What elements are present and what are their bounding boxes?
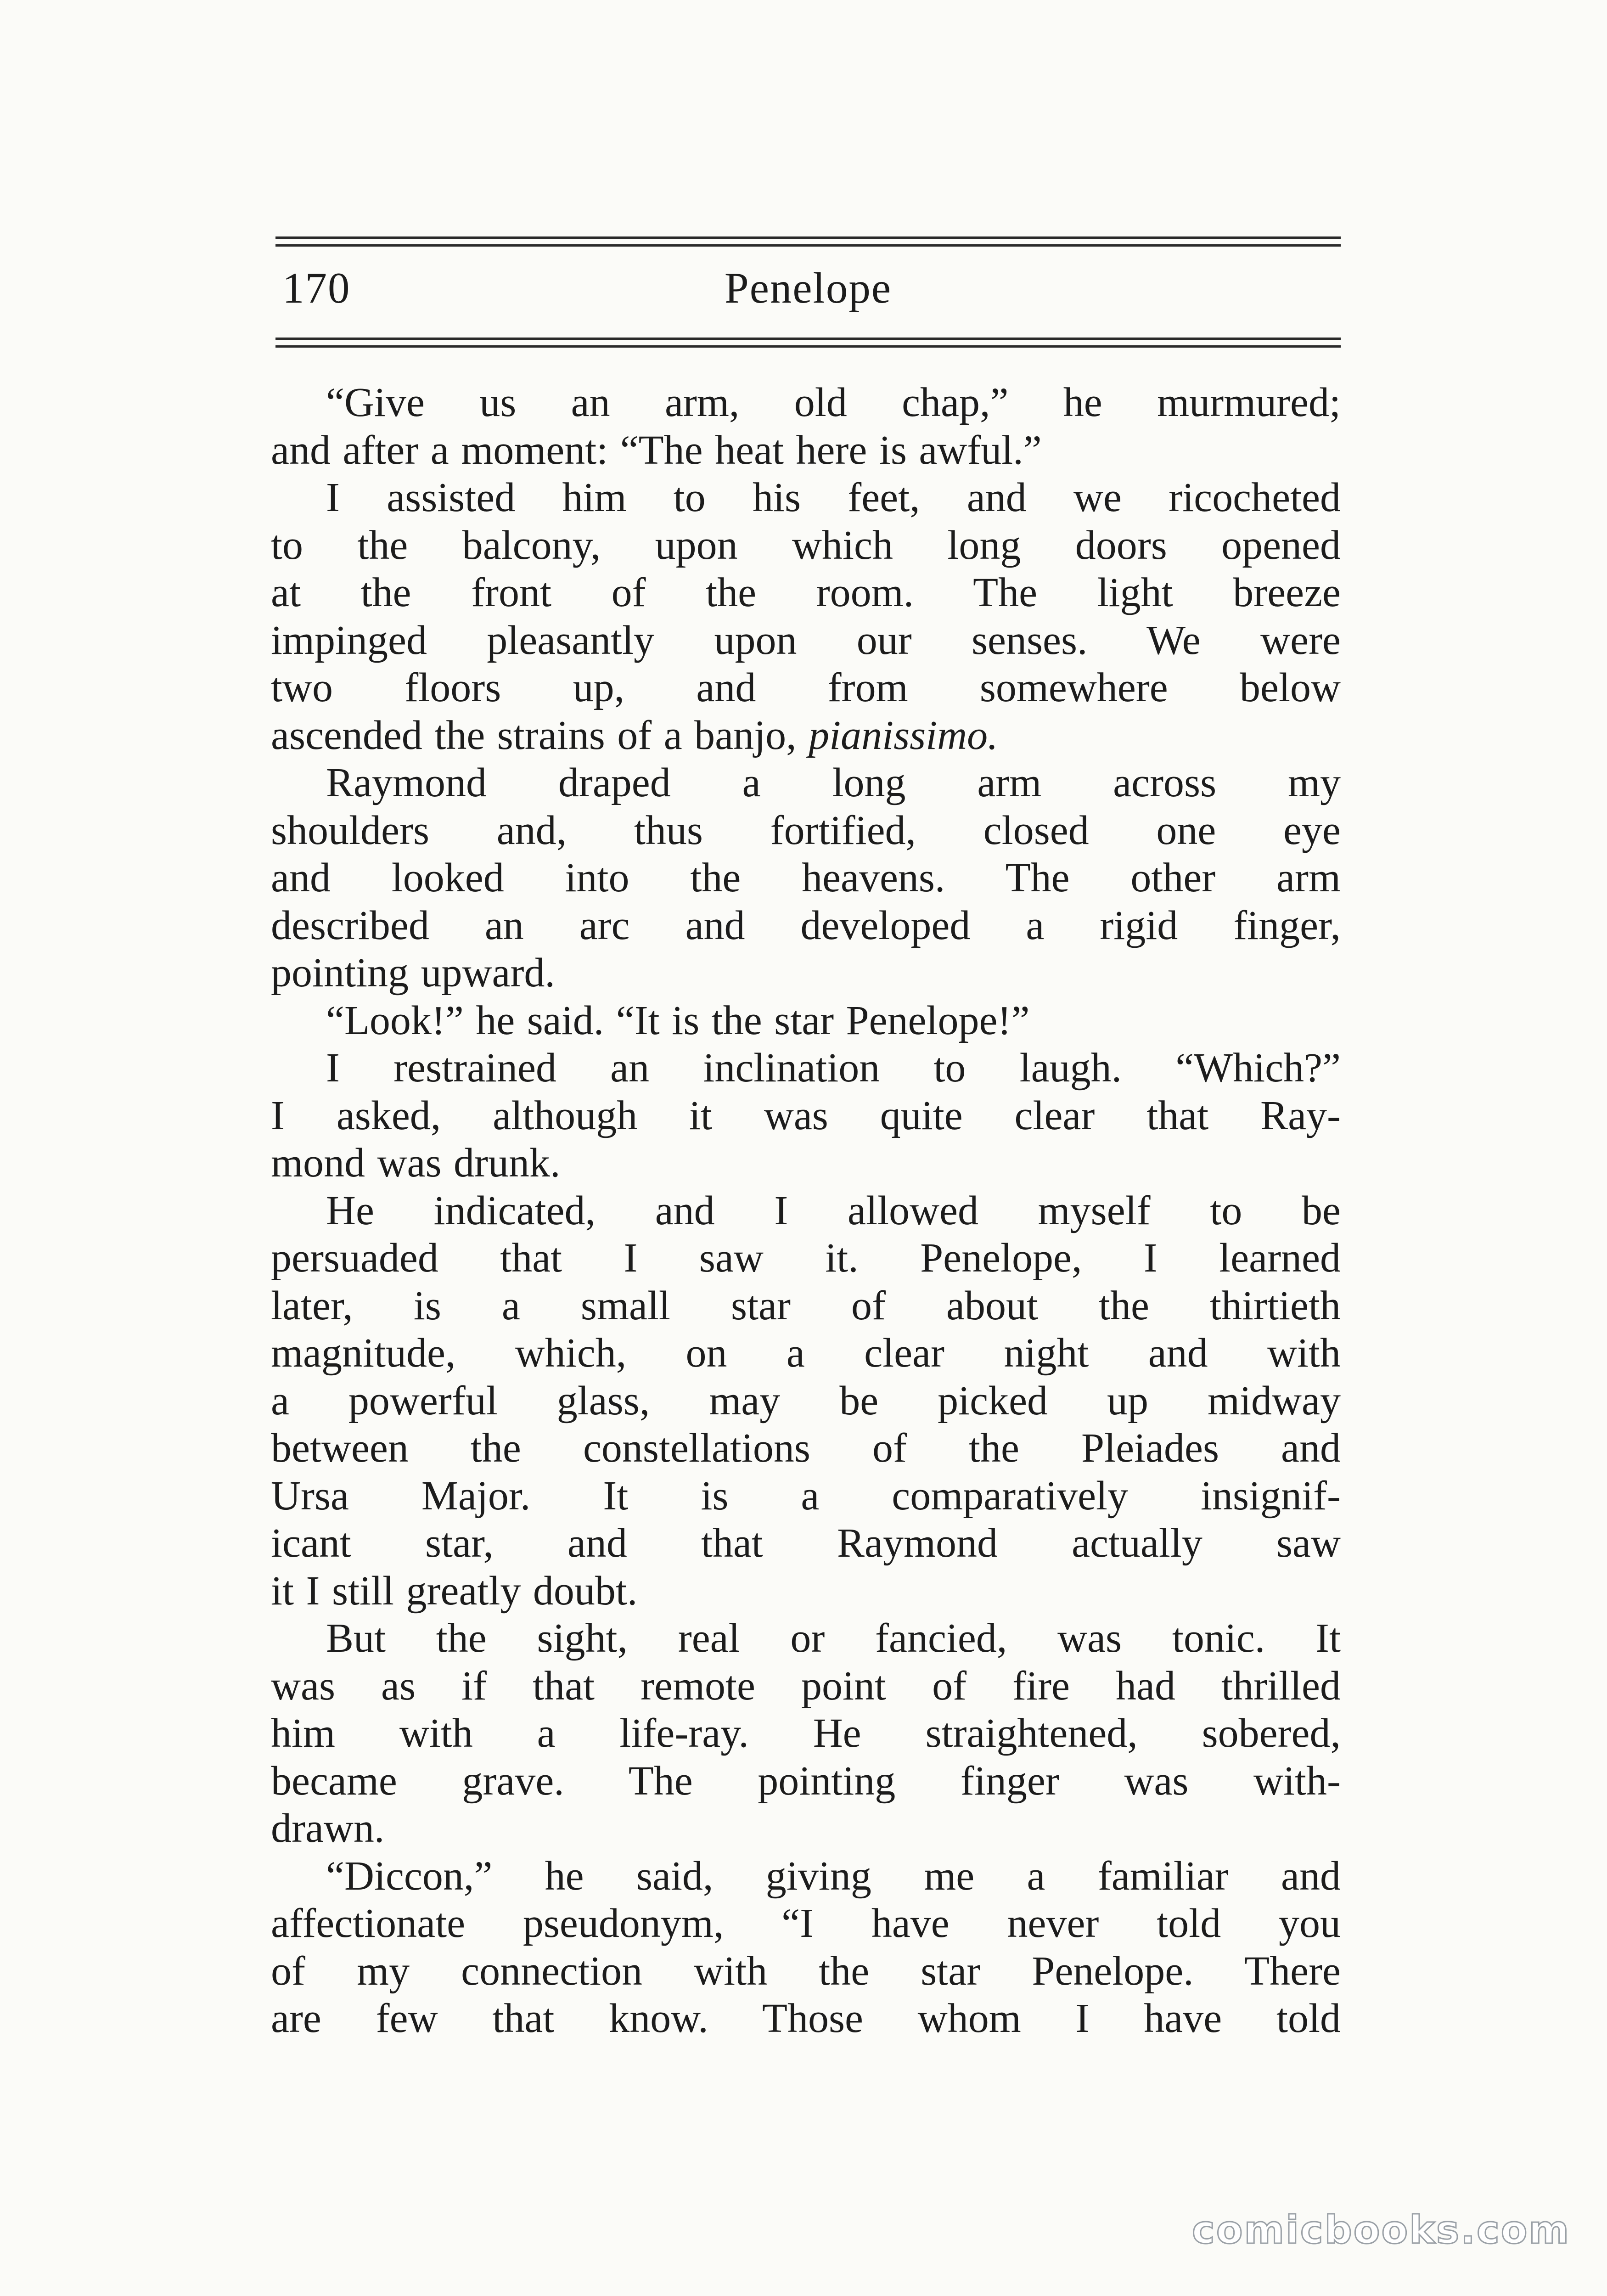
body-text — [271, 379, 1341, 2043]
text-line — [271, 522, 1341, 569]
text-line-content: to the balcony, upon which long doors opened — [271, 522, 1341, 568]
text-line-content: “Look!” he said. “It is the star Penelope!” — [326, 997, 1030, 1043]
text-line — [271, 1567, 1341, 1615]
text-line — [271, 1424, 1341, 1472]
text-line-content: mond was drunk. — [271, 1140, 561, 1186]
text-line — [271, 1757, 1341, 1805]
text-line — [271, 902, 1341, 950]
text-line-content: magnitude, which, on a clear night and with — [271, 1330, 1341, 1376]
text-line — [271, 1852, 1341, 1900]
text-line — [271, 1805, 1341, 1852]
header-rule-top-2 — [275, 244, 1341, 247]
text-line — [271, 1615, 1341, 1662]
page-number: 170 — [282, 264, 351, 312]
header-rule-top-1 — [275, 236, 1341, 239]
text-line-content: of my connection with the star Penelope. There — [271, 1948, 1341, 1994]
text-line — [271, 664, 1341, 712]
text-line-content: two floors up, and from somewhere below — [271, 665, 1341, 710]
text-line — [271, 1092, 1341, 1140]
italic-word: pianissimo. — [809, 712, 998, 758]
text-line-content: I assisted him to his feet, and we ricocheted — [326, 475, 1341, 520]
text-line-content: described an arc and developed a rigid finger, — [271, 902, 1341, 948]
text-line — [271, 569, 1341, 617]
text-line-content: it I still greatly doubt. — [271, 1568, 638, 1614]
text-line — [271, 997, 1341, 1045]
header-rule-bottom-1 — [275, 338, 1341, 340]
text-line-content: between the constellations of the Pleiades and — [271, 1425, 1341, 1471]
text-line-content: But the sight, real or fancied, was tonic. It — [326, 1615, 1341, 1661]
text-line-content: at the front of the room. The light breeze — [271, 570, 1341, 615]
text-line-content: I asked, although it was quite clear that Ray- — [271, 1092, 1341, 1138]
text-line — [271, 1139, 1341, 1187]
text-line — [271, 1900, 1341, 1947]
text-line — [271, 379, 1341, 427]
text-line-content: a powerful glass, may be picked up midway — [271, 1378, 1341, 1424]
text-line-content: He indicated, and I allowed myself to be — [326, 1187, 1341, 1233]
text-line — [271, 474, 1341, 522]
text-line — [271, 1282, 1341, 1330]
text-line-content: “Diccon,” he said, giving me a familiar and — [326, 1853, 1341, 1899]
text-line — [271, 1377, 1341, 1425]
text-line — [271, 1662, 1341, 1710]
text-line-content: and looked into the heavens. The other arm — [271, 855, 1341, 900]
text-line-content: drawn. — [271, 1806, 385, 1851]
text-line-content: him with a life-ray. He straightened, sobered, — [271, 1711, 1341, 1756]
text-line — [271, 617, 1341, 664]
text-line-content: affectionate pseudonym, “I have never told you — [271, 1901, 1341, 1946]
text-line — [271, 712, 1341, 760]
page-header — [275, 257, 1341, 321]
text-line-content: was as if that remote point of fire had thrilled — [271, 1663, 1341, 1709]
text-line-content: icant star, and that Raymond actually saw — [271, 1520, 1341, 1566]
text-line-content: shoulders and, thus fortified, closed one eye — [271, 807, 1341, 853]
text-line-content: “Give us an arm, old chap,” he murmured; — [326, 380, 1341, 425]
text-line — [271, 759, 1341, 807]
text-line — [271, 427, 1341, 474]
text-line — [271, 1234, 1341, 1282]
text-line — [271, 949, 1341, 997]
text-line — [271, 1472, 1341, 1520]
text-line-content: persuaded that I saw it. Penelope, I learned — [271, 1235, 1341, 1281]
text-line-content: and after a moment: “The heat here is awful.” — [271, 427, 1042, 473]
text-line-content: pointing upward. — [271, 950, 555, 996]
text-line — [271, 1329, 1341, 1377]
text-line — [271, 807, 1341, 855]
running-title: Penelope — [724, 264, 892, 312]
watermark-logo: comicbooks.com — [1192, 2207, 1570, 2252]
text-line-content: are few that know. Those whom I have told — [271, 1996, 1341, 2041]
text-line-content: I restrained an inclination to laugh. “Which?” — [326, 1045, 1341, 1091]
text-line — [271, 854, 1341, 902]
text-line — [271, 1995, 1341, 2043]
text-line-content: impinged pleasantly upon our senses. We were — [271, 617, 1341, 663]
text-line-content: Ursa Major. It is a comparatively insignif- — [271, 1473, 1341, 1519]
text-line — [271, 1710, 1341, 1757]
text-line — [271, 1044, 1341, 1092]
text-line — [271, 1187, 1341, 1235]
text-line-content: later, is a small star of about the thirtieth — [271, 1283, 1341, 1328]
text-line-content: ascended the strains of a banjo, — [271, 712, 797, 758]
text-line — [271, 1947, 1341, 1995]
header-rule-bottom-2 — [275, 345, 1341, 348]
text-line-content: became grave. The pointing finger was with- — [271, 1758, 1341, 1804]
text-line — [271, 1519, 1341, 1567]
text-line-content: Raymond draped a long arm across my — [326, 760, 1341, 805]
